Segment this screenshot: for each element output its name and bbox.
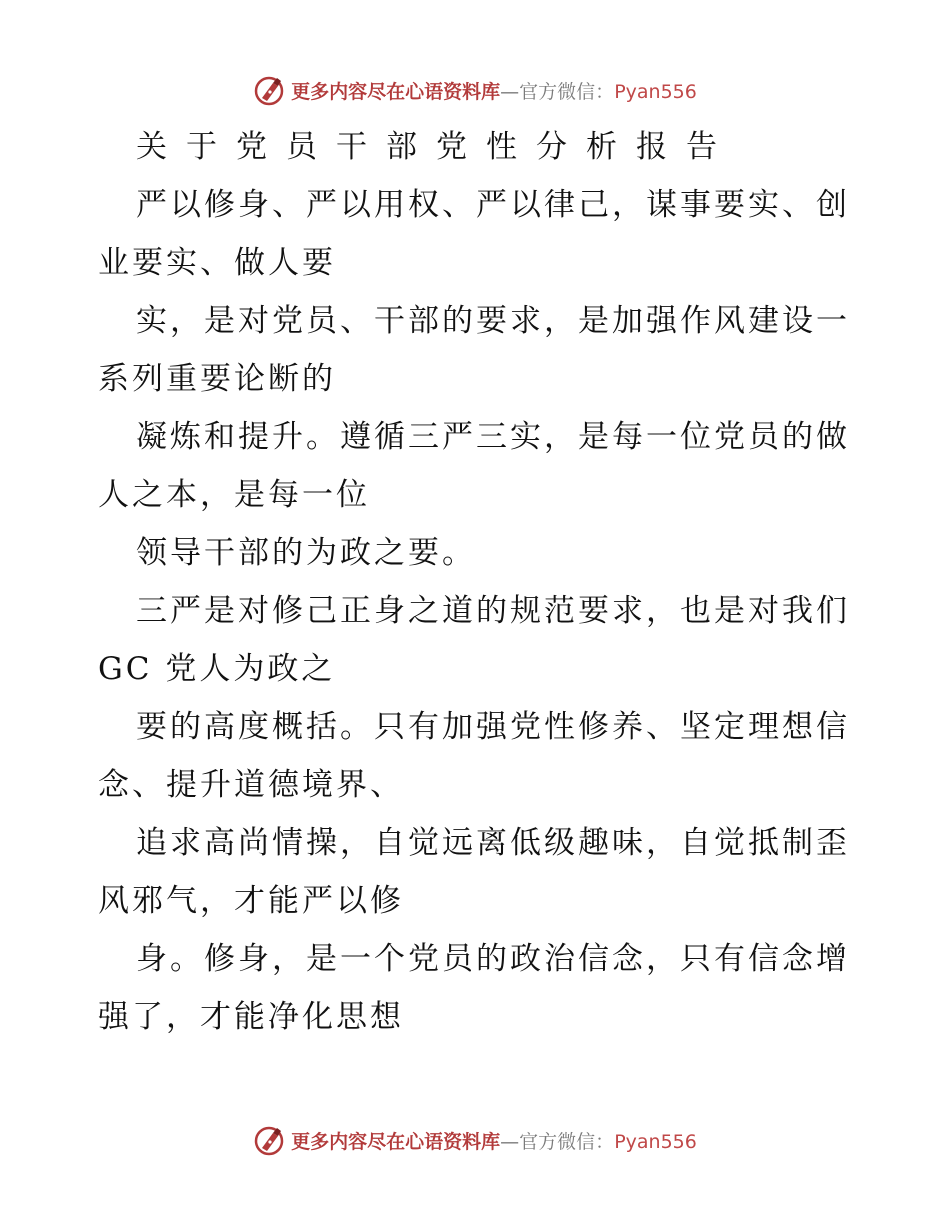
text-line: 追求高尚情操，自觉远离低级趣味，自觉抵制歪 <box>136 825 850 861</box>
text-line: 人之本，是每一位 <box>98 477 370 513</box>
text-line: 业要实、做人要 <box>98 245 336 281</box>
text-line: 三严是对修己正身之道的规范要求，也是对我们 <box>136 593 850 629</box>
pen-nib-logo-icon <box>253 1124 285 1156</box>
pen-nib-logo-icon <box>253 74 285 106</box>
footer-banner <box>0 1120 950 1160</box>
banner-separator: — <box>500 80 520 103</box>
text-line: 念、提升道德境界、 <box>98 767 404 803</box>
banner-wechat-label: 官方微信： <box>519 1130 615 1153</box>
banner-wechat-label: 官方微信： <box>519 80 615 103</box>
banner-text <box>291 1127 697 1154</box>
text-line: 要的高度概括。只有加强党性修养、坚定理想信 <box>136 709 850 745</box>
text-line: 身。修身，是一个党员的政治信念，只有信念增 <box>136 941 850 977</box>
text-line: 实，是对党员、干部的要求，是加强作风建设一 <box>136 303 850 339</box>
text-line: GC 党人为政之 <box>98 651 336 687</box>
document-body <box>98 118 858 1046</box>
banner-separator: — <box>500 1130 520 1153</box>
text-line: 凝炼和提升。遵循三严三实，是每一位党员的做 <box>136 419 850 455</box>
banner-text <box>291 77 697 104</box>
text-line: 严以修身、严以用权、严以律己，谋事要实、创 <box>136 187 850 223</box>
banner-wechat-id: Pyan556 <box>614 80 697 103</box>
text-line: 系列重要论断的 <box>98 361 336 397</box>
header-banner <box>0 70 950 110</box>
text-line: 风邪气，才能严以修 <box>98 883 404 919</box>
banner-main: 更多内容尽在心语资料库 <box>291 1130 501 1153</box>
document-paragraph <box>98 176 858 1046</box>
banner-wechat-id: Pyan556 <box>614 1130 697 1153</box>
text-line: 领导干部的为政之要。 <box>136 535 476 571</box>
text-line: 强了，才能净化思想 <box>98 999 404 1035</box>
banner-main: 更多内容尽在心语资料库 <box>291 80 501 103</box>
document-title: 关于党员干部党性分析报告 <box>136 129 736 165</box>
